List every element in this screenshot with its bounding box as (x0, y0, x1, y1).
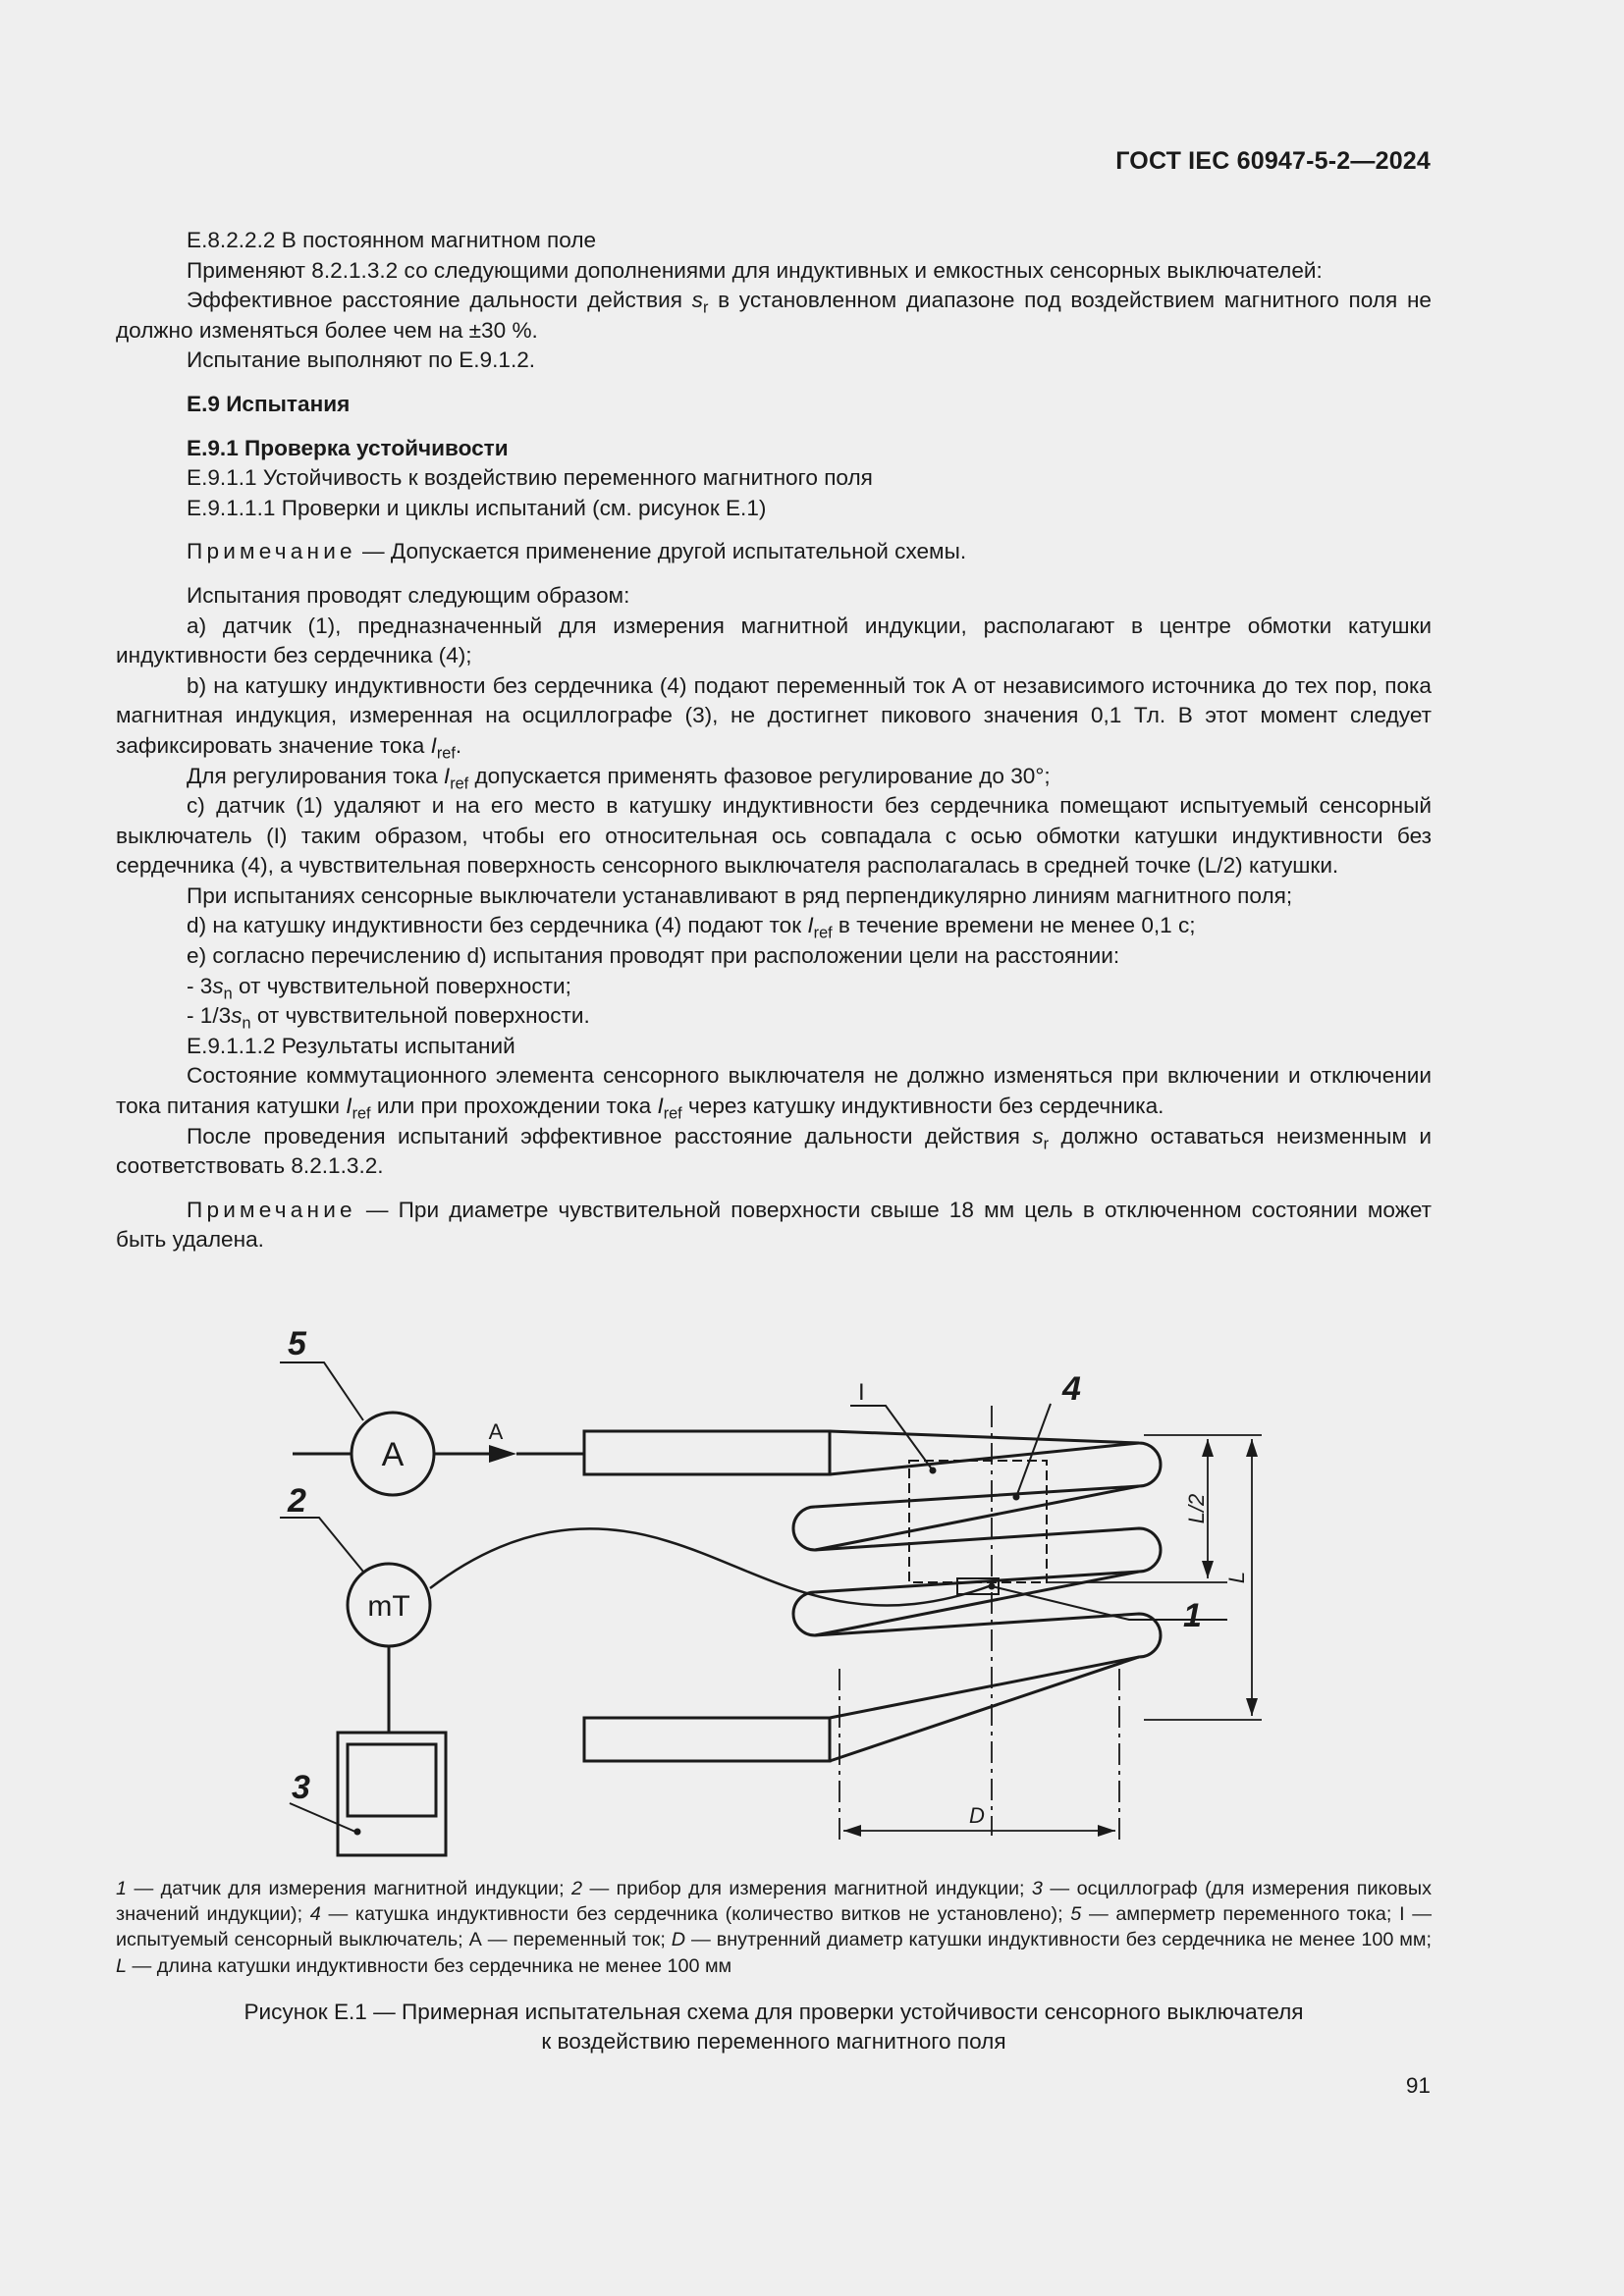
figure-legend: 1 — датчик для измерения магнитной индукции; 2 — прибор для измерения магнитной индукции; 3 — осциллограф (для измерения пиковых значений индукции); 4 — катушка индуктивности без сердечника (количество витков не установлено); 5 — амперметр переменного тока; I — испытуемый сенсорный выключатель; А — переменный ток; D — внутренний диаметр катушки индуктивности без сердечника не менее 100 мм; L — длина катушки индуктивности без сердечника не менее 100 мм (116, 1878, 1433, 1977)
figure-title: Рисунок Е.1 — Примерная испытательная схема для проверки устойчивости сенсорного выключателя к воздействию переменного магнитного поля (244, 2000, 1304, 2054)
label-3: 3 (292, 1769, 310, 1806)
coil-turn (815, 1431, 1161, 1507)
dim-arrow (1202, 1439, 1214, 1457)
oscilloscope-knob (355, 1830, 359, 1834)
dim-label-half-length: L/2 (1184, 1493, 1209, 1524)
current-label: A (488, 1419, 504, 1444)
label-1: 1 (1183, 1597, 1202, 1634)
dim-arrow (1246, 1439, 1258, 1457)
section-heading: Е.9 Испытания (187, 391, 351, 416)
dim-label-length: L (1224, 1571, 1249, 1584)
dim-arrow (1098, 1825, 1115, 1837)
coil-turn (793, 1592, 1161, 1718)
paragraph: Состояние коммутационного элемента сенсорного выключателя не должно изменяться при включении и отключении тока питания катушки $I_{ref}$ или при прохождении тока $I_{ref}$ через катушку индуктивности без сердечника. (116, 1063, 1432, 1123)
paragraph: После проведения испытаний эффективное расстояние дальности действия $s_r$ должно оставаться неизменным и соответствовать 8.2.1.3.2. (116, 1123, 1432, 1179)
dim-arrow (1246, 1698, 1258, 1716)
paragraph: Применяют 8.2.1.3.2 со следующими дополнениями для индуктивных и емкостных сенсорных выключателей: (187, 257, 1323, 283)
sensor-cable (430, 1528, 992, 1605)
teslameter-label: mT (367, 1590, 410, 1623)
dim-arrow (843, 1825, 861, 1837)
paragraph: Для регулирования тока $I_{ref}$ допускается применять фазовое регулирование до 30°; (187, 763, 1051, 793)
coil-bottom-lead (584, 1718, 830, 1761)
paragraph: Испытание выполняют по Е.9.1.2. (187, 347, 536, 373)
list-item: c) датчик (1) удаляют и на его место в катушку индуктивности без сердечника помещают испытуемый сенсорный выключатель (I) таким образом, чтобы его относительная ось совпадала с осью обмотки катушки индуктивности без сердечника (4), а чувствительная поверхность сенсорного выключателя располагалась в средней точке (L/2) катушки. (116, 793, 1432, 879)
paragraph: При испытаниях сенсорные выключатели устанавливают в ряд перпендикулярно линиям магнитного поля; (187, 882, 1293, 908)
label-I: I (858, 1379, 865, 1406)
note: Примечание — При диаметре чувствительной поверхности свыше 18 мм цель в отключенном состоянии может быть удалена. (116, 1197, 1432, 1253)
label-5: 5 (288, 1325, 306, 1362)
subsection-heading: Е.9.1 Проверка устойчивости (187, 435, 509, 460)
list-item: d) на катушку индуктивности без сердечника (4) подают ток $I_{ref}$ в течение времени не менее 0,1 с; (187, 913, 1196, 943)
list-item: e) согласно перечислению d) испытания проводят при расположении цели на расстоянии: (187, 943, 1120, 969)
oscilloscope-body (338, 1733, 446, 1855)
list-item: b) на катушку индуктивности без сердечника (4) подают переменный ток А от независимого источника до тех пор, пока магнитная индукция, измеренная на осциллографе (3), не достигнет пикового значения 0,1 Тл. В этот момент следует зафиксировать значение тока $I_{ref}$. (116, 672, 1432, 763)
test-circuit-figure (255, 1315, 1296, 1865)
coil-turn (830, 1443, 1139, 1474)
list-item: - $1/3s_n$ от чувствительной поверхности. (187, 1003, 590, 1033)
clause-title: Е.9.1.1 Устойчивость к воздействию переменного магнитного поля (187, 465, 873, 491)
paragraph: Эффективное расстояние дальности действия $s_r$ в установленном диапазоне под воздействием магнитного поля не должно изменяться более чем на ±30 %. (116, 288, 1432, 343)
leader-3 (290, 1803, 355, 1832)
clause-title: Е.9.1.1.2 Результаты испытаний (187, 1033, 515, 1058)
list-item: - $3s_n$ от чувствительной поверхности; (187, 973, 571, 1003)
paragraph: Испытания проводят следующим образом: (187, 582, 630, 608)
clause-title: Е.9.1.1.1 Проверки и циклы испытаний (см. рисунок Е.1) (187, 495, 767, 520)
leader-I (850, 1406, 933, 1470)
coil-marker-dot (1013, 1494, 1020, 1501)
document-standard-header: ГОСТ IEC 60947-5-2—2024 (1115, 147, 1431, 175)
list-item: a) датчик (1), предназначенный для измерения магнитной индукции, располагают в центре обмотки катушки индуктивности без сердечника (4); (116, 613, 1432, 668)
clause-e8222-title: Е.8.2.2.2 В постоянном магнитном поле (187, 228, 597, 252)
page-number: 91 (1405, 2073, 1431, 2098)
dim-label-diameter: D (969, 1803, 985, 1828)
dim-arrow (1202, 1561, 1214, 1578)
sensor-marker-dot (989, 1583, 996, 1590)
leader-5 (280, 1362, 363, 1420)
leader-2 (280, 1518, 363, 1572)
note: Примечание — Допускается применение другой испытательной схемы. (187, 539, 967, 564)
label-4: 4 (1062, 1370, 1081, 1408)
body-text (116, 226, 1432, 1255)
coil-top-lead (584, 1431, 830, 1474)
label-2: 2 (288, 1482, 306, 1520)
switch-under-test-outline (909, 1461, 1047, 1582)
current-arrowhead (489, 1445, 516, 1463)
oscilloscope-screen (348, 1744, 436, 1816)
ammeter-label: A (381, 1436, 405, 1473)
switch-marker-dot (930, 1468, 937, 1474)
leader-4 (1016, 1404, 1051, 1497)
